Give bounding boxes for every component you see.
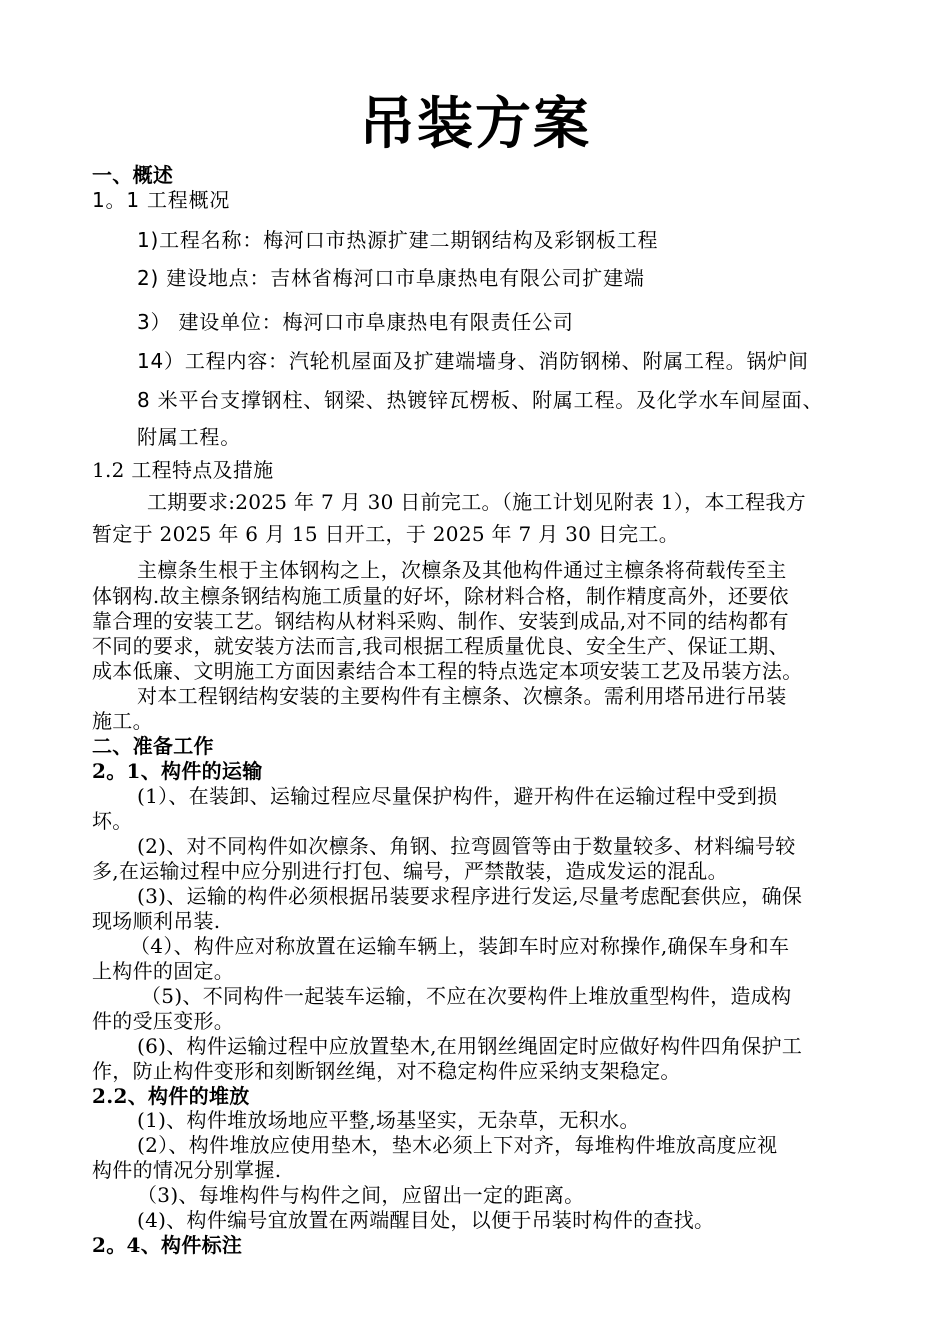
list-item-line: (2)、对不同构件如次檩条、角钢、拉弯圆管等由于数量较多、材料编号较 — [137, 834, 796, 858]
list-item-line: 上构件的固定。 — [92, 959, 235, 983]
paragraph-line: 主檩条生根于主体钢构之上，次檩条及其他构件通过主檩条将荷载传至主 — [137, 558, 787, 582]
paragraph-line: 体钢构.故主檩条钢结构施工质量的好坏，除材料合格，制作精度高外，还要依 — [92, 584, 789, 608]
project-name-line: 1)工程名称：梅河口市热源扩建二期钢结构及彩钢板工程 — [137, 228, 659, 252]
project-content-line: 8 米平台支撑钢柱、钢梁、热镀锌瓦楞板、附属工程。及化学水车间屋面、 — [137, 388, 824, 412]
list-item-line: (6)、构件运输过程中应放置垫木,在用钢丝绳固定时应做好构件四角保护工 — [137, 1034, 803, 1058]
paragraph-line: 施工。 — [92, 709, 153, 733]
subheading-transport: 2。1、构件的运输 — [92, 759, 263, 783]
list-item-line: 作，防止构件变形和刻断钢丝绳，对不稳定构件应采纳支架稳定。 — [92, 1059, 681, 1083]
list-item-line: （5)、不同构件一起装车运输，不应在次要构件上堆放重型构件，造成构 — [141, 984, 792, 1008]
list-item-line: （3)、每堆构件与构件之间，应留出一定的距离。 — [137, 1183, 585, 1207]
list-item-line: (1）、在装卸、运输过程应尽量保护构件，避开构件在运输过程中受到损 — [137, 784, 778, 808]
list-item-line: 坏。 — [92, 809, 133, 833]
paragraph-line: 成本低廉、文明施工方面因素结合本工程的特点选定本项安装工艺及吊装方法。 — [92, 659, 803, 683]
list-item-line: 构件的情况分别掌握. — [92, 1158, 282, 1182]
list-item-line: (1)、构件堆放场地应平整,场基坚实，无杂草，无积水。 — [137, 1108, 640, 1132]
paragraph-line: 暂定于 2025 年 6 月 15 日开工，于 2025 年 7 月 30 日完工。 — [92, 522, 680, 546]
list-item-line: 现场顺利吊装. — [92, 909, 221, 933]
list-item-line: 多,在运输过程中应分别进行打包、编号，严禁散装，造成发运的混乱。 — [92, 859, 728, 883]
project-owner-line: 3） 建设单位：梅河口市阜康热电有限责任公司 — [137, 310, 574, 334]
subheading-features: 1.2 工程特点及措施 — [92, 458, 274, 482]
project-content-line: 附属工程。 — [137, 425, 241, 449]
list-item-line: (3)、运输的构件必须根据吊装要求程序进行发运,尽量考虑配套供应，确保 — [137, 884, 803, 908]
project-content-line: 14）工程内容：汽轮机屋面及扩建端墙身、消防钢梯、附属工程。锅炉间 — [137, 349, 809, 373]
document-title: 吊装方案 — [359, 92, 591, 157]
list-item-line: （4）、构件应对称放置在运输车辆上，装卸车时应对称操作,确保车身和车 — [130, 934, 790, 958]
section-heading-overview: 一、概述 — [92, 163, 174, 187]
subheading-storage: 2.2、构件的堆放 — [92, 1084, 250, 1108]
paragraph-line: 对本工程钢结构安装的主要构件有主檩条、次檩条。需利用塔吊进行吊装 — [137, 684, 787, 708]
subheading-marking: 2。4、构件标注 — [92, 1233, 243, 1257]
list-item-line: (2）、构件堆放应使用垫木，垫木必须上下对齐，每堆构件堆放高度应视 — [137, 1133, 778, 1157]
paragraph-line: 工期要求:2025 年 7 月 30 日前完工。（施工计划见附表 1），本工程我方 — [147, 490, 806, 514]
section-heading-preparation: 二、准备工作 — [92, 734, 214, 758]
project-location-line: 2) 建设地点：吉林省梅河口市阜康热电有限公司扩建端 — [137, 266, 645, 290]
list-item-line: (4)、构件编号宜放置在两端醒目处，以便于吊装时构件的查找。 — [137, 1208, 715, 1232]
paragraph-line: 不同的要求，就安装方法而言,我司根据工程质量优良、安全生产、保证工期、 — [92, 634, 789, 658]
subheading-project-overview: 1。1 工程概况 — [92, 188, 231, 212]
list-item-line: 件的受压变形。 — [92, 1009, 235, 1033]
paragraph-line: 靠合理的安装工艺。钢结构从材料采购、制作、安装到成品,对不同的结构都有 — [92, 609, 789, 633]
